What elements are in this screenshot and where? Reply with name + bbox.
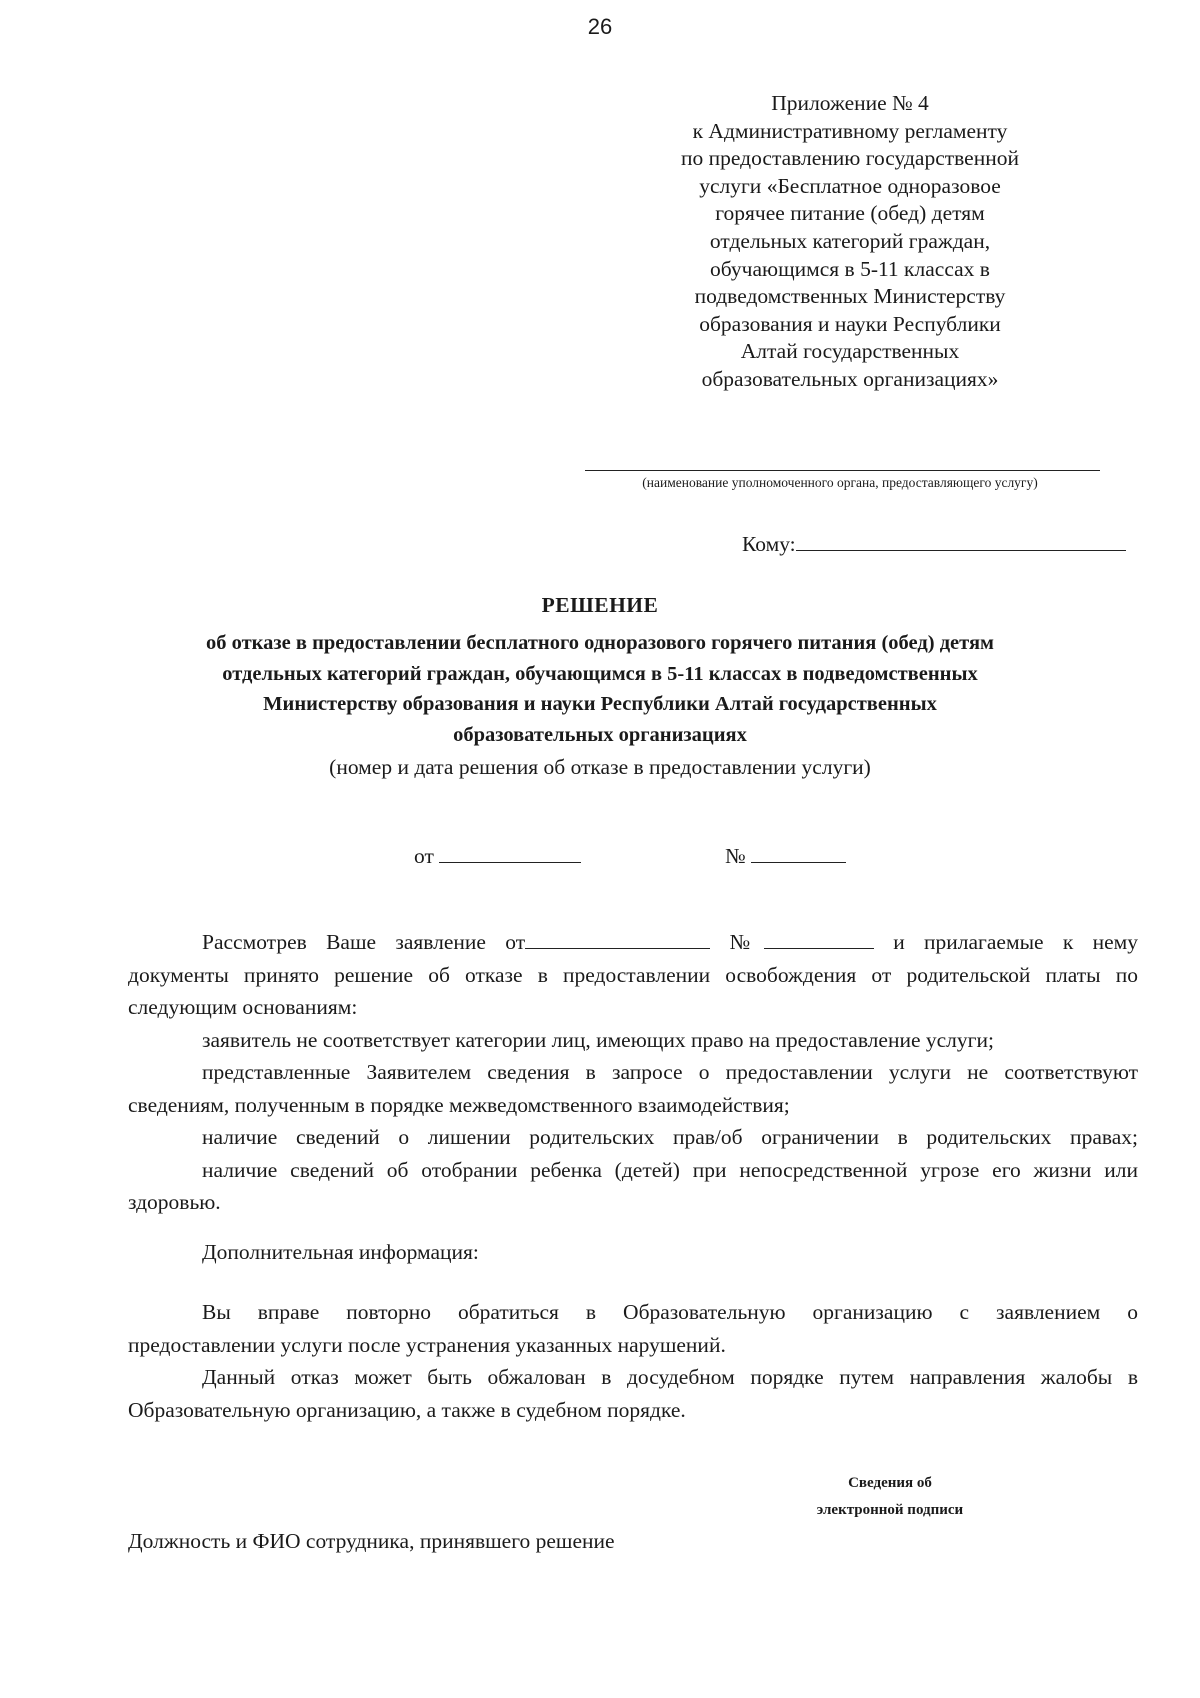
esig-line1: Сведения об — [848, 1475, 932, 1491]
right-line1: Вы вправе повторно обратиться в Образовательную организацию с заявлением о — [202, 1300, 1138, 1324]
esig-line2: электронной подписи — [816, 1502, 964, 1518]
appendix-line: Приложение № 4 — [771, 91, 929, 115]
additional-info-label: Дополнительная информация: — [202, 1240, 479, 1264]
appendix-line: обучающимся в 5-11 классах в — [710, 256, 990, 281]
application-date-blank — [525, 928, 710, 949]
intro-line1: Рассмотрев Ваше заявление от № и прилагаемые к нему — [202, 930, 1139, 954]
appeal-line1: Данный отказ может быть обжалован в досудебном порядке путем направления жалобы в — [202, 1365, 1138, 1389]
ground-2-line2: сведениям, полученным в порядке межведомственного взаимодействия; — [128, 1092, 790, 1117]
date-blank — [439, 842, 581, 863]
recipient-field — [742, 530, 1126, 557]
date-from-label: от — [414, 844, 434, 868]
ground-2-line1: представленные Заявителем сведения в запросе о предоставлении услуги не соответствуют — [202, 1060, 1138, 1084]
page-number: 26 — [587, 14, 613, 39]
recipient-blank — [796, 530, 1126, 551]
appendix-line: по предоставлению государственной — [681, 146, 1019, 171]
ground-4-line2: здоровью. — [128, 1190, 221, 1214]
appendix-line: образовательных организациях» — [701, 366, 999, 391]
subtitle-line: Министерству образования и науки Республики Алтай государственных — [263, 693, 937, 715]
right-line2: предоставлении услуги после устранения указанных нарушений. — [128, 1332, 726, 1357]
appendix-line: к Административному регламенту — [692, 118, 1008, 143]
ground-3: наличие сведений о лишении родительских прав/об ограничении в родительских правах; — [202, 1125, 1138, 1149]
appendix-line: отдельных категорий граждан, — [709, 228, 991, 253]
decision-number-label: № — [725, 844, 746, 868]
body-grounds — [128, 926, 1138, 1219]
position-and-name-label: Должность и ФИО сотрудника, принявшего решение — [128, 1529, 615, 1553]
intro-line3: следующим основаниям: — [128, 995, 358, 1019]
document-title: РЕШЕНИЕ — [541, 593, 659, 617]
rights-block — [128, 1296, 1138, 1426]
appendix-line: Алтай государственных — [740, 339, 960, 364]
application-number-blank — [764, 928, 874, 949]
appendix-line: горячее питание (обед) детям — [715, 201, 985, 226]
decision-number-caption: (номер и дата решения об отказе в предоставлении услуги) — [329, 755, 871, 779]
appendix-line: подведомственных Министерству — [694, 284, 1006, 309]
recipient-label: Кому: — [742, 532, 796, 556]
appeal-line2: Образовательную организацию, а также в судебном порядке. — [128, 1397, 686, 1422]
subtitle-line: отдельных категорий граждан, обучающимся в 5-11 классах в подведомственных — [222, 662, 978, 685]
appendix-header — [640, 90, 1060, 394]
appendix-line: услуги «Бесплатное одноразовое — [699, 173, 1001, 198]
appendix-line: образования и науки Республики — [699, 311, 1001, 336]
intro-line2: документы принято решение об отказе в предоставлении освобождения от родительской платы по — [128, 962, 1138, 987]
subtitle-line: об отказе в предоставлении бесплатного одноразового горячего питания (обед) детям — [205, 632, 995, 654]
decision-number-blank — [751, 842, 846, 863]
ground-4-line1: наличие сведений об отобрании ребенка (детей) при непосредственной угрозе его жизни или — [202, 1157, 1138, 1182]
document-subtitle — [140, 628, 1060, 750]
additional-info-block — [128, 1236, 1138, 1269]
ground-1: заявитель не соответствует категории лиц, имеющих право на предоставление услуги; — [202, 1027, 994, 1052]
authority-caption: (наименование уполномоченного органа, предоставляющего услугу) — [642, 475, 1038, 490]
subtitle-line: образовательных организациях — [453, 723, 747, 746]
electronic-signature-info — [760, 1470, 1020, 1524]
authority-blank-line — [585, 470, 1100, 471]
